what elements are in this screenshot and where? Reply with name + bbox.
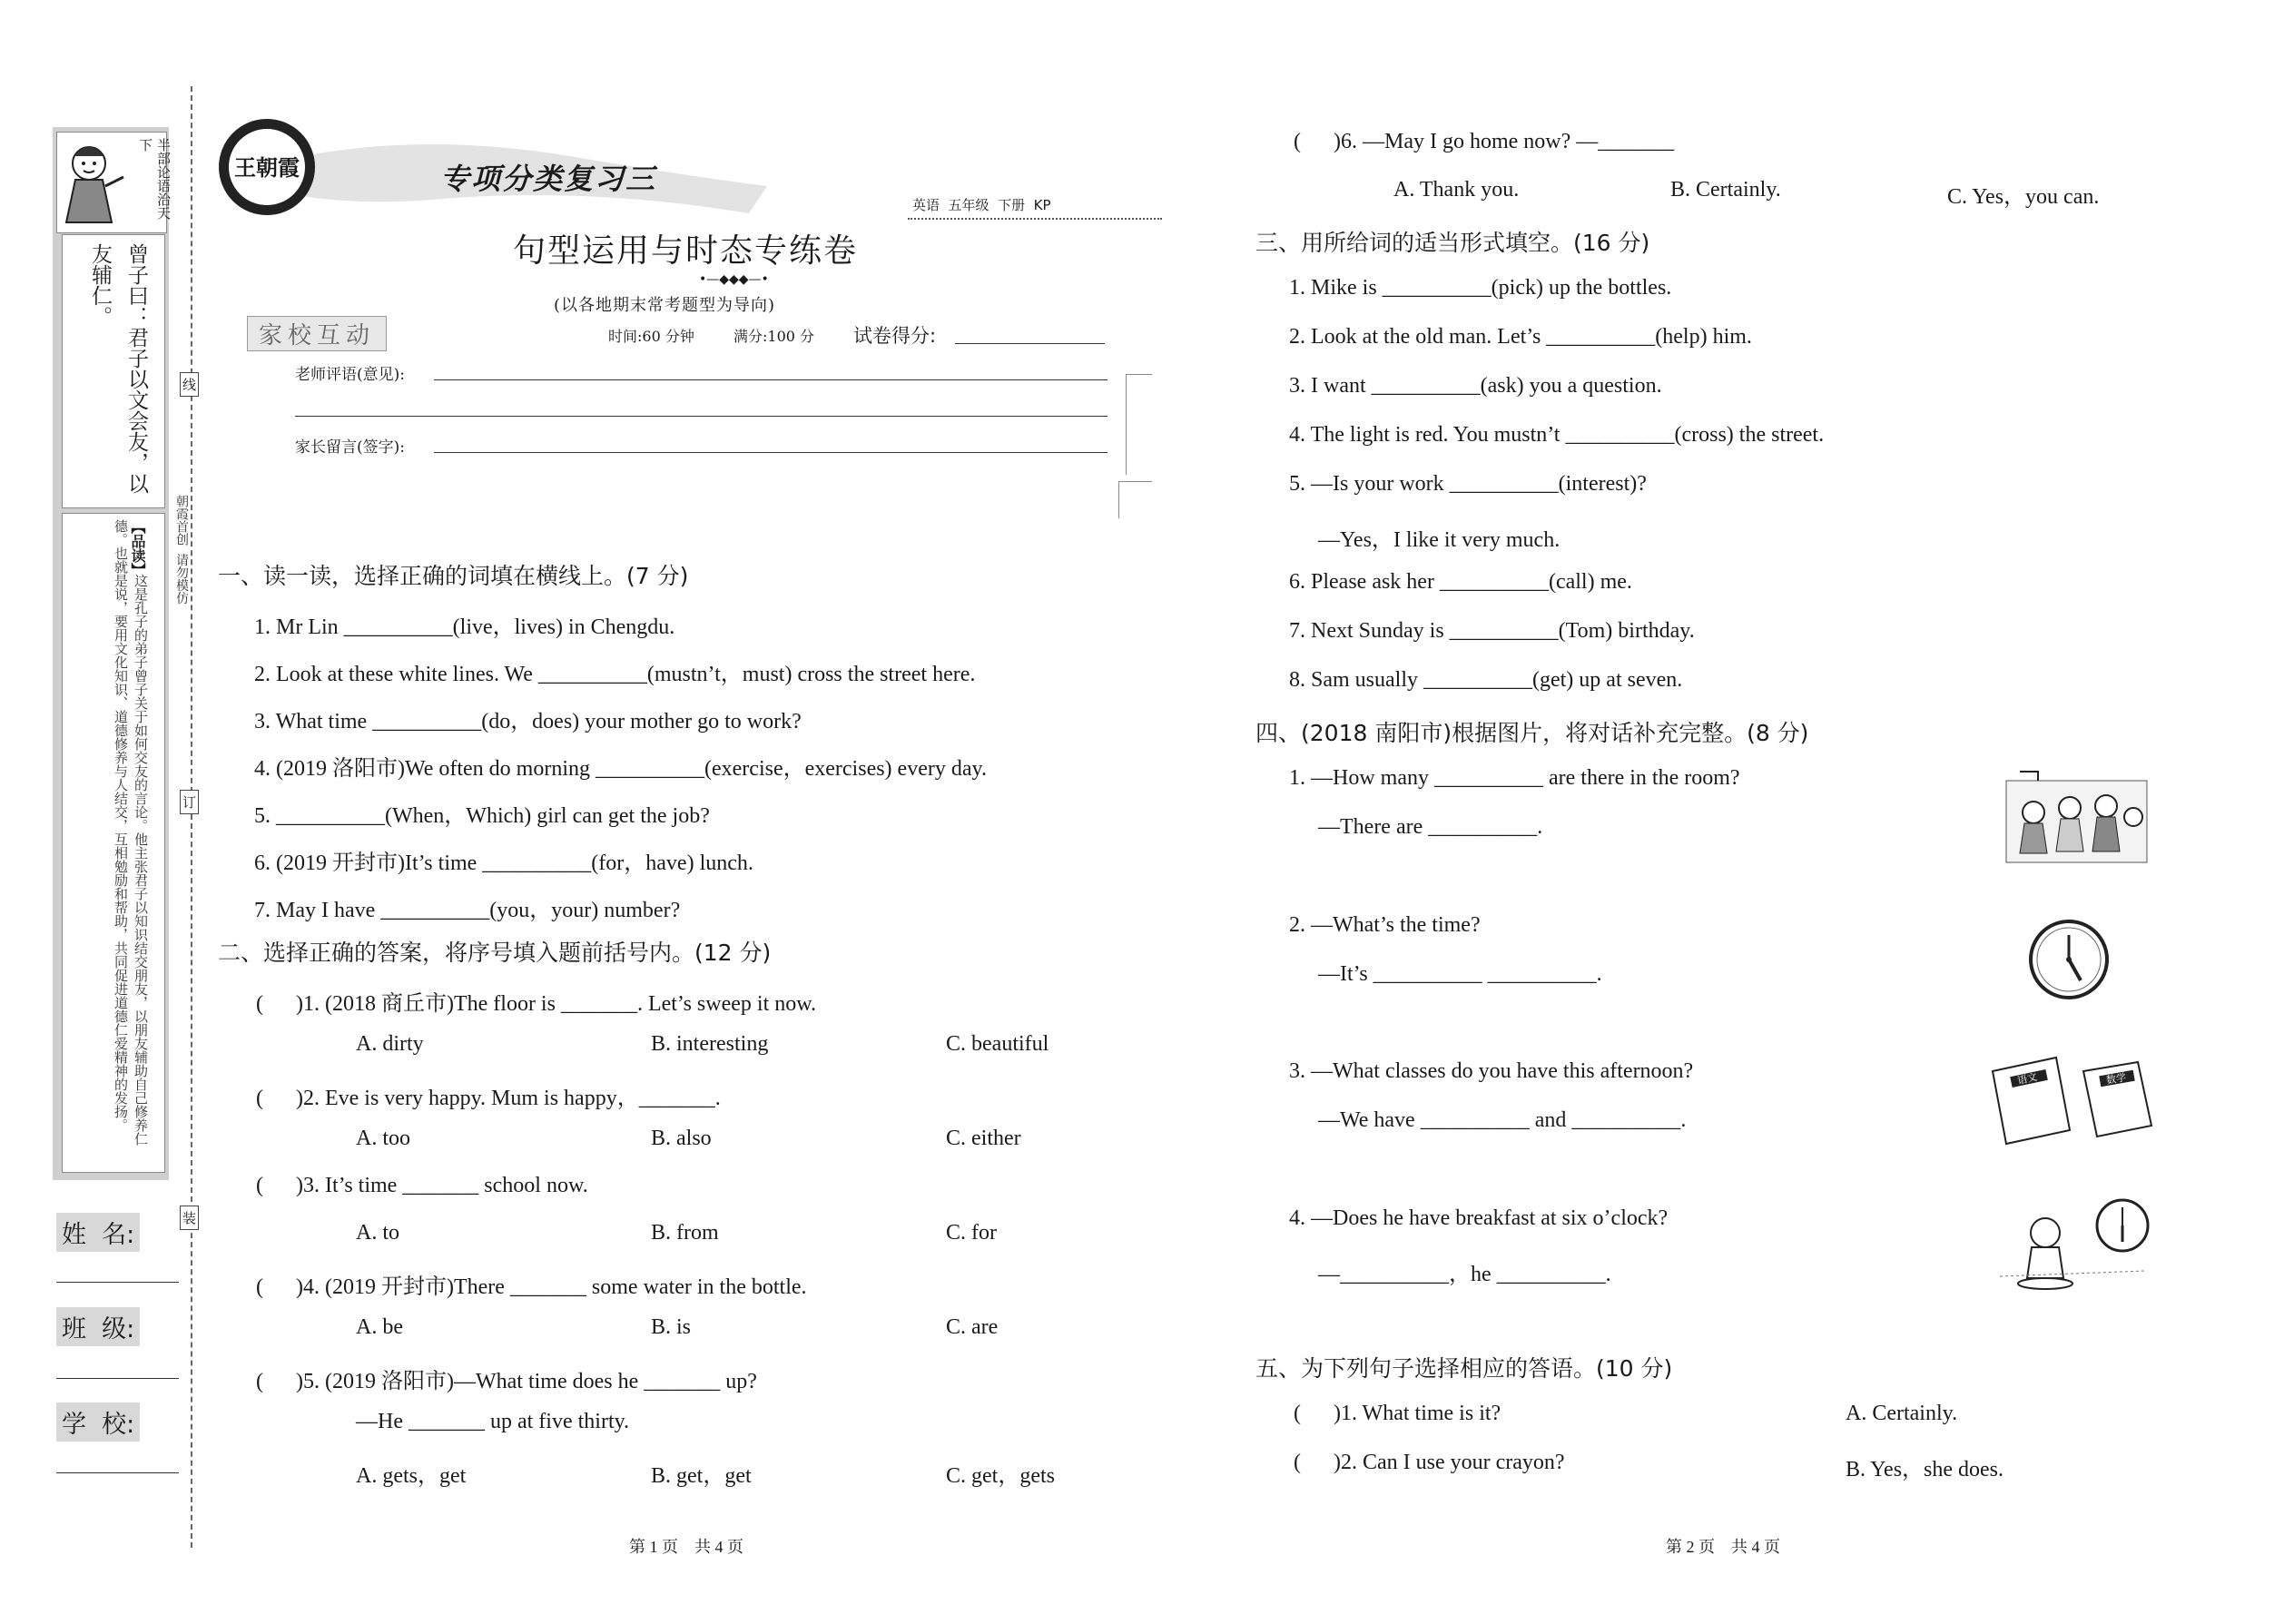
s2-q5-line2: —He _______ up at five thirty. [356, 1410, 630, 1433]
s3-item-2: 2. Look at the old man. Let’s __________(help) him. [1289, 325, 1752, 349]
s2-q2: ( )2. Eve is very happy. Mum is happy，_______. [256, 1087, 721, 1110]
s4-q4: 4. —Does he have breakfast at six o’clock? [1289, 1206, 1669, 1230]
s5-a1: A. Certainly. [1846, 1402, 1958, 1425]
title-ornament: •—◆◆◆—• [699, 272, 769, 287]
section4-title: 四、(2018 南阳市)根据图片，将对话补充完整。(8 分) [1255, 720, 1809, 746]
boy-breakfast-picture [1995, 1196, 2151, 1298]
sidebar-read-text: 这是孔子的弟子曾子关于如何交友的言论。他主张君子以知识结交朋友，以朋友辅助自己修养仁德。也就是说，要用文化知识、道德修养与人结交，互相勉励和帮助，共同促进道德仁爱精神的发扬。 [113, 519, 149, 1146]
s2-q4-c: C. are [946, 1315, 999, 1339]
school-label: 学 校: [56, 1403, 140, 1442]
mascot-icon [62, 136, 130, 227]
family-school-banner: 家校互动 [247, 316, 387, 351]
s5-a2: B. Yes，she does. [1846, 1458, 2004, 1481]
school-field[interactable] [56, 1472, 179, 1473]
exam-title: 句型运用与时态专练卷 [513, 232, 859, 270]
s1-item-6: 6. (2019 开封市)It’s time __________(for，have) lunch. [254, 851, 753, 875]
cut-mark-3: 装 [180, 1206, 199, 1230]
s1-item-7: 7. May I have __________(you，your) number? [254, 899, 681, 922]
s5-q1: ( )1. What time is it? [1294, 1402, 1501, 1425]
s1-item-4: 4. (2019 洛阳市)We often do morning __________(exercise，exercises) every day. [254, 757, 987, 781]
s2-q4: ( )4. (2019 开封市)There _______ some water in the bottle. [256, 1275, 807, 1299]
cut-mark-2: 订 [180, 790, 199, 814]
comment-box-frame-2 [1118, 481, 1152, 518]
logo-text: 王朝霞 [234, 154, 300, 181]
s2-q1-a: A. dirty [356, 1032, 424, 1056]
s1-item-3: 3. What time __________(do，does) your mother go to work? [254, 710, 802, 733]
textbooks-picture [1984, 1053, 2156, 1153]
s4-q1-answer: —There are __________. [1318, 815, 1543, 839]
s1-item-2: 2. Look at these white lines. We __________(mustn’t，must) cross the street here. [254, 663, 976, 686]
score-field[interactable] [955, 343, 1105, 344]
book2-label: 数学 [2105, 1071, 2128, 1087]
s4-q1: 1. —How many __________ are there in the room? [1289, 766, 1740, 790]
cut-line [191, 86, 192, 1548]
s2-q4-a: A. be [356, 1315, 403, 1339]
s2-q5-a: A. gets，get [356, 1464, 467, 1488]
time-info: 时间:60 分钟 [608, 328, 694, 345]
section5-title: 五、为下列句子选择相应的答语。(10 分) [1255, 1355, 1673, 1382]
book1-label: 语文 [2015, 1070, 2039, 1088]
s2-q6: ( )6. —May I go home now? —_______ [1294, 130, 1675, 153]
clock-picture [2026, 917, 2112, 1003]
class-field[interactable] [56, 1378, 179, 1379]
s3-item-8: 8. Sam usually __________(get) up at seven. [1289, 668, 1683, 692]
s3-item-4: 4. The light is red. You mustn’t __________(cross) the street. [1289, 423, 1825, 447]
parent-message-field[interactable] [434, 452, 1108, 453]
s2-q5: ( )5. (2019 洛阳市)—What time does he _______ up? [256, 1370, 757, 1393]
comment-box-frame [1126, 374, 1152, 475]
name-label: 姓 名: [56, 1213, 140, 1252]
full-score: 满分:100 分 [733, 328, 815, 345]
s4-q2: 2. —What’s the time? [1289, 913, 1481, 937]
s3-item-6: 6. Please ask her __________(call) me. [1289, 570, 1632, 594]
s5-q2: ( )2. Can I use your crayon? [1294, 1451, 1565, 1474]
sidebar-quote: 曾子曰：君子以文会友，以友辅仁。 [88, 243, 148, 494]
section3-title: 三、用所给词的适当形式填空。(16 分) [1255, 230, 1650, 256]
s2-q2-c: C. either [946, 1127, 1021, 1150]
footer-page1: 第 1 页 共 4 页 [629, 1538, 743, 1556]
s2-q6-c: C. Yes，you can. [1947, 185, 2100, 209]
s3-item-7: 7. Next Sunday is __________(Tom) birthday. [1289, 619, 1695, 643]
s3-item-5: 5. —Is your work __________(interest)? [1289, 472, 1647, 496]
teacher-comment-field[interactable] [434, 379, 1108, 380]
s3-item-1: 1. Mike is __________(pick) up the bottles. [1289, 276, 1672, 300]
s2-q2-b: B. also [651, 1127, 712, 1150]
footer-page2: 第 2 页 共 4 页 [1666, 1538, 1780, 1556]
s4-q3: 3. —What classes do you have this afternoon? [1289, 1059, 1694, 1083]
sidebar-top-label: 半部论语治天下 [137, 138, 172, 220]
classroom-students-picture [2002, 763, 2151, 867]
s2-q1-b: B. interesting [651, 1032, 769, 1056]
exam-subtitle: (以各地期末常考题型为导向) [554, 296, 776, 315]
cut-mark-1: 线 [180, 372, 199, 397]
teacher-comment-field-2[interactable] [295, 416, 1108, 417]
s2-q1: ( )1. (2018 商丘市)The floor is _______. Let’s sweep it now. [256, 992, 817, 1016]
s4-q4-answer: —__________，he __________. [1318, 1263, 1611, 1286]
s1-item-5: 5. __________(When，Which) girl can get the job? [254, 804, 710, 828]
s2-q3-b: B. from [651, 1221, 719, 1245]
score-label: 试卷得分: [853, 325, 937, 347]
sidebar-read-title: 【品读】 [129, 519, 146, 577]
s2-q5-c: C. get，gets [946, 1464, 1055, 1488]
s3-item-3: 3. I want __________(ask) you a question. [1289, 374, 1662, 398]
s2-q4-b: B. is [651, 1315, 692, 1339]
s4-q3-answer: —We have __________ and __________. [1318, 1108, 1687, 1132]
series-title: 专项分类复习三 [440, 162, 657, 196]
parent-message-label: 家长留言(签字): [295, 438, 405, 457]
s2-q3: ( )3. It’s time _______ school now. [256, 1174, 588, 1197]
name-field[interactable] [56, 1282, 179, 1283]
section1-title: 一、读一读，选择正确的词填在横线上。(7 分) [218, 563, 689, 589]
teacher-comment-label: 老师评语(意见): [295, 366, 405, 384]
subject-tags: 英语 五年级 下册 KP [912, 197, 1051, 213]
section2-title: 二、选择正确的答案，将序号填入题前括号内。(12 分) [218, 940, 772, 966]
s1-item-1: 1. Mr Lin __________(live，lives) in Chengdu. [254, 615, 675, 639]
s2-q3-c: C. for [946, 1221, 997, 1245]
s4-q2-answer: —It’s __________ __________. [1318, 962, 1602, 986]
tags-dots [908, 218, 1162, 220]
s2-q5-b: B. get，get [651, 1464, 752, 1488]
s2-q1-c: C. beautiful [946, 1032, 1049, 1056]
s3-item-5-answer: —Yes，I like it very much. [1318, 528, 1561, 552]
s2-q2-a: A. too [356, 1127, 410, 1150]
s2-q3-a: A. to [356, 1221, 399, 1245]
copyright-note: 朝霞首创 请勿模仿 [174, 495, 189, 605]
s2-q6-b: B. Certainly. [1670, 178, 1781, 202]
class-label: 班 级: [56, 1307, 140, 1346]
s2-q6-a: A. Thank you. [1393, 178, 1520, 202]
